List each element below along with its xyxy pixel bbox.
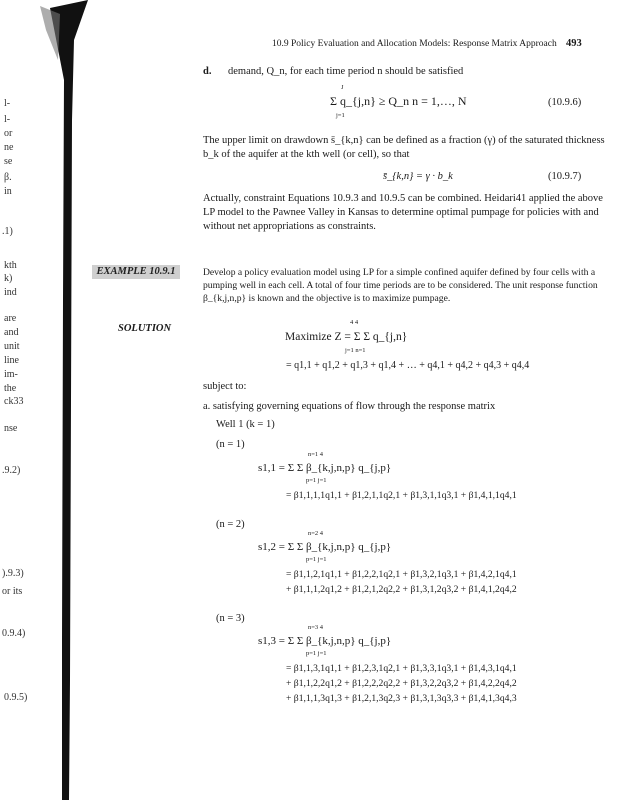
bleed-text: in [4,186,12,197]
constraint-a-text: a. satisfying governing equations of flow through the response matrix [203,401,496,412]
bleed-text: are [4,313,17,324]
demand-constraint-equation: Σ q_{j,n} ≥ Q_n n = 1,…, N [330,94,467,108]
equation-row: + β1,1,1,2q1,2 + β1,2,1,2q2,2 + β1,3,1,2q3,2 + β1,4,1,2q4,2 [286,584,517,595]
bleed-text: ne [4,142,14,153]
bleed-text: ind [4,287,17,298]
equation-row: + β1,1,2,2q1,2 + β1,2,2,2q2,2 + β1,3,2,2q3,2 + β1,4,2,2q4,2 [286,678,517,689]
response-equation: s1,2 = Σ Σ β_{k,j,n,p} q_{j,p} [258,541,392,553]
bleed-text: unit [4,341,20,352]
body-text-line: Actually, constraint Equations 10.9.3 and 10.9.5 can be combined. Heidari41 applied the above [203,193,603,204]
sum-upper-limit: n=1 4 [308,451,324,458]
item-label: d. [203,66,212,77]
body-text-line: without net appropriations as constraints. [203,221,376,232]
body-text-line: b_k of the aquifer at the kth well (or cell), so that [203,149,410,160]
bleed-text: .1) [2,226,13,237]
sum-upper-limit: n=2 4 [308,530,324,537]
period-label: (n = 1) [216,439,245,450]
period-label: (n = 2) [216,519,245,530]
objective-function: Maximize Z = Σ Σ q_{j,n} [285,331,408,343]
sum-lower-limit: j=1 [336,112,345,119]
example-text-line: Develop a policy evaluation model using LP for a simple confined aquifer defined by four cells with a [203,267,596,278]
sum-upper-limit: n=3 4 [308,624,324,631]
equation-row: + β1,1,1,3q1,3 + β1,2,1,3q2,3 + β1,3,1,3q3,3 + β1,4,1,3q4,3 [286,693,517,704]
equation-number: (10.9.7) [548,171,582,182]
objective-expansion: = q1,1 + q1,2 + q1,3 + q1,4 + … + q4,1 + q4,2 + q4,3 + q4,4 [286,360,530,371]
example-text-line: β_{k,j,n,p} is known and the objective is to maximize pumpage. [203,293,451,304]
period-label: (n = 3) [216,613,245,624]
bleed-text: or [4,128,13,139]
bleed-text: ).9.3) [2,568,24,579]
body-text-line: The upper limit on drawdown s̄_{k,n} can be defined as a fraction (γ) of the saturated thickness [203,135,605,146]
bleed-text: the [4,383,17,394]
bleed-text: l- [4,114,11,125]
sum-upper-limit: 4 4 [350,319,359,326]
response-equation: s1,3 = Σ Σ β_{k,j,n,p} q_{j,p} [258,635,392,647]
bleed-text: kth [4,260,17,271]
subject-to: subject to: [203,381,247,392]
bleed-text: .9.2) [2,465,21,476]
bleed-text: ck33 [4,396,24,407]
bleed-text: nse [4,423,18,434]
sum-lower-limit: p=1 j=1 [306,556,327,563]
response-equation: s1,1 = Σ Σ β_{k,j,n,p} q_{j,p} [258,462,392,474]
equation-number: (10.9.6) [548,97,582,108]
constraint-d-text: demand, Q_n, for each time period n should be satisfied [228,66,464,77]
body-text-line: LP model to the Pawnee Valley in Kansas to determine optimal pumpage for policies with and [203,207,599,218]
sum-lower-limit: p=1 j=1 [306,650,327,657]
well-label: Well 1 (k = 1) [216,419,275,430]
example-text-line: pumping well in each cell. A total of four time periods are to be considered. The unit response function [203,280,598,291]
bleed-text: 0.9.4) [2,628,26,639]
example-label: EXAMPLE 10.9.1 [92,265,180,279]
sum-lower-limit: p=1 j=1 [306,477,327,484]
bleed-text: k) [4,273,13,284]
bleed-text: or its [2,586,23,597]
page-number: 493 [566,38,582,49]
bleed-text: and [4,327,19,338]
running-header: 10.9 Policy Evaluation and Allocation Models: Response Matrix Approach [272,39,557,49]
bleed-text: se [4,156,13,167]
solution-label: SOLUTION [118,323,172,334]
equation-row: = β1,1,3,1q1,1 + β1,2,3,1q2,1 + β1,3,3,1q3,1 + β1,4,3,1q4,1 [286,663,517,674]
bleed-text: line [4,355,19,366]
equation-row: = β1,1,2,1q1,1 + β1,2,2,1q2,1 + β1,3,2,1q3,1 + β1,4,2,1q4,1 [286,569,517,580]
sum-lower-limit: j=1 n=1 [345,347,366,354]
bleed-text: β. [4,172,12,183]
equation-row: = β1,1,1,1q1,1 + β1,2,1,1q2,1 + β1,3,1,1q3,1 + β1,4,1,1q4,1 [286,490,517,501]
drawdown-equation: s̄_{k,n} = γ · b_k [383,171,453,182]
bleed-text: l- [4,98,11,109]
bleed-text: im- [4,369,18,380]
sum-upper-limit: J [341,84,344,91]
bleed-text: 0.9.5) [4,692,28,703]
